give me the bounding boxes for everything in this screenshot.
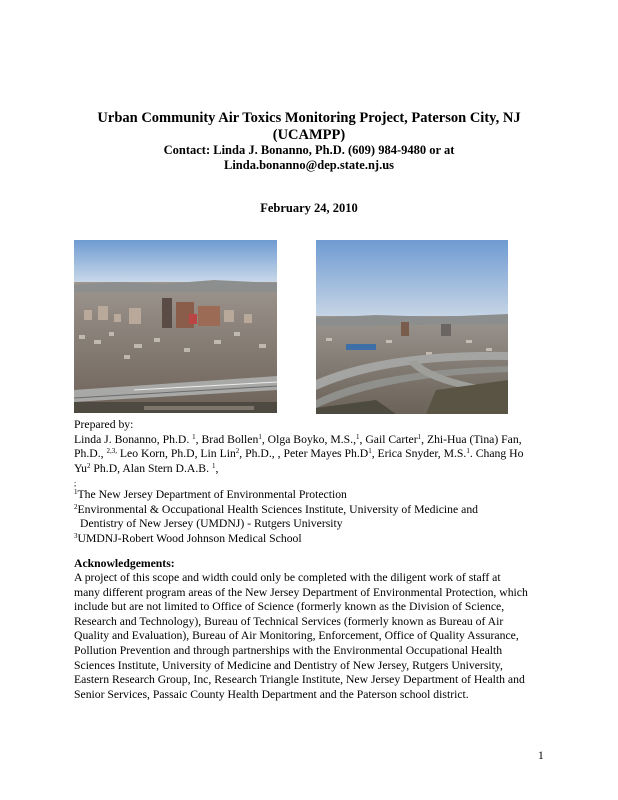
document-date: February 24, 2010 — [260, 201, 358, 215]
city-photo-left — [74, 240, 277, 413]
city-photo-right — [316, 240, 508, 414]
affiliations-block — [74, 480, 544, 546]
acknowledgements-text — [74, 571, 544, 702]
ack-line: many different program areas of the New Jersey Department of Environmental Protection, which — [74, 585, 528, 599]
contact-email: Linda.bonanno@dep.state.nj.us — [223, 158, 395, 172]
prepared-by-heading: Prepared by: — [74, 418, 134, 431]
affiliation-2: $^2$Environmental & Occupational Health Sciences Institute, University of Medicine and — [74, 502, 479, 516]
authors-line-1: Linda J. Bonanno, Ph.D. $^1$, Brad Bollen$^1$, Olga Boyko, M.S.,$^1$, Gail Carter$^1$, Zhi-Hua (Tina) Fan, — [74, 432, 522, 446]
affiliation-1: $^1$The New Jersey Department of Environmental Protection — [74, 488, 347, 501]
ack-line: Sciences Institute, University of Medicine and Dentistry of New Jersey, Rutgers University, — [74, 658, 503, 672]
document-title-acronym: (UCAMPP) — [272, 127, 346, 143]
ack-line: Senior Services, Passaic County Health Department and the Paterson school district. — [74, 687, 469, 701]
page-number: 1 — [538, 750, 544, 762]
ack-line: Eastern Research Group, Inc, Research Triangle Institute, New Jersey Department of Health and — [74, 673, 525, 687]
ack-line: A project of this scope and width could only be completed with the diligent work of staff at — [74, 571, 501, 584]
affiliation-3: $^3$UMDNJ-Robert Wood Johnson Medical School — [74, 531, 302, 545]
authors-line-2: Ph.D., $^{2,3,}$ Leo Korn, Ph.D, Lin Lin$^2$, Ph.D., , Peter Mayes $Ph.D^1$, Erica Snyder, M.S.$^1$. Chang Ho — [74, 447, 524, 461]
acknowledgements-heading: Acknowledgements: — [74, 557, 175, 570]
prepared-by-block — [74, 418, 544, 476]
ack-line: Research and Technology), Bureau of Technical Services (formerly known as Bureau of Air — [74, 614, 504, 628]
ack-line: Quality and Evaluation), Bureau of Air Monitoring, Enforcement, Office of Quality Assurance, — [74, 629, 519, 643]
contact-line: Contact: Linda J. Bonanno, Ph.D. (609) 984-9480 or at — [163, 143, 455, 157]
ack-line: Pollution Prevention and through partnerships with the Environmental Occupational Health — [74, 643, 503, 657]
affiliation-2-cont: Dentistry of New Jersey (UMDNJ) - Rutgers University — [80, 517, 343, 531]
document-title: Urban Community Air Toxics Monitoring Project, Paterson City, NJ — [97, 110, 521, 126]
authors-line-3: Yu$^2$ Ph.D, Alan Stern D.A.B. $^1$, — [74, 461, 219, 475]
ack-line: include but are not limited to Office of Science (formerly known as the Division of Science, — [74, 600, 505, 614]
stray-mark: ; — [74, 479, 77, 488]
